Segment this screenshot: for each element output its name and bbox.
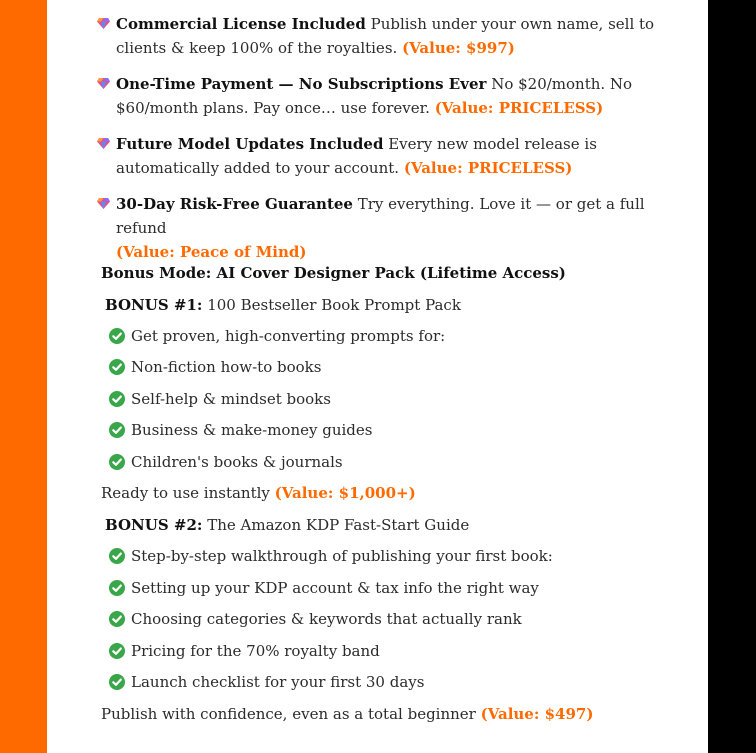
list-item [109,451,343,473]
check-circle-icon [109,674,125,690]
feature-title: Future Model Updates Included [116,135,384,153]
check-circle-icon [109,611,125,627]
bonus1-title [105,294,461,316]
feature-title: Commercial License Included [116,15,366,33]
bonus2-footer-text: Publish with confidence, even as a total beginner [101,705,476,723]
list-item-text: Children's books & journals [131,453,343,471]
check-circle-icon [109,391,125,407]
list-item-text: Self-help & mindset books [131,390,331,408]
check-circle-icon [109,328,125,344]
bonus2-footer [101,703,593,725]
bonus1-value: (Value: $1,000+) [274,484,416,502]
list-item-text: Launch checklist for your first 30 days [131,673,425,691]
feature-commercial-license [97,12,672,60]
bonus2-value: (Value: $497) [480,705,594,723]
feature-model-updates [97,132,672,180]
gem-icon [97,198,110,209]
bonus1-footer-text: Ready to use instantly [101,484,270,502]
list-item [109,325,445,347]
bonus2-name: The Amazon KDP Fast-Start Guide [207,516,470,534]
feature-desc: No $20/month. No $60/month plans. Pay once… use forever. [116,75,633,117]
list-item [109,671,424,693]
check-circle-icon [109,580,125,596]
list-item [109,577,539,599]
check-circle-icon [109,422,125,438]
list-item-text: Business & make-money guides [131,421,373,439]
check-circle-icon [109,548,125,564]
feature-title: One-Time Payment — No Subscriptions Ever [116,75,487,93]
feature-value: (Value: $997) [402,39,515,57]
list-item-text: Step-by-step walkthrough of publishing your first book: [131,547,553,565]
list-item-text: Choosing categories & keywords that actually rank [131,610,522,628]
feature-desc: Every new model release is automatically added to your account. [116,135,597,177]
feature-title: 30-Day Risk-Free Guarantee [116,195,353,213]
bonus1-footer [101,482,416,504]
bonus1-label: BONUS #1: [105,296,203,314]
bonus-mode-heading: Bonus Mode: AI Cover Designer Pack (Lifetime Access) [101,264,566,282]
bonus2-label: BONUS #2: [105,516,203,534]
list-item-text: Pricing for the 70% royalty band [131,642,380,660]
list-item [109,640,380,662]
gem-icon [97,78,110,89]
check-circle-icon [109,359,125,375]
list-item-text: Get proven, high-converting prompts for: [131,327,446,345]
feature-value: (Value: PRICELESS) [403,159,573,177]
check-circle-icon [109,643,125,659]
gem-icon [97,18,110,29]
bonus2-title [105,514,469,536]
feature-one-time-payment [97,72,672,120]
feature-desc: Publish under your own name, sell to clients & keep 100% of the royalties. [116,15,655,57]
list-item-text: Setting up your KDP account & tax info the right way [131,579,539,597]
list-item [109,356,321,378]
feature-guarantee [97,192,672,264]
bonus1-name: 100 Bestseller Book Prompt Pack [207,296,461,314]
feature-desc: Try everything. Love it — or get a full refund [116,195,645,237]
gem-icon [97,138,110,149]
feature-value: (Value: Peace of Mind) [116,243,307,261]
check-circle-icon [109,454,125,470]
list-item [109,545,553,567]
feature-value: (Value: PRICELESS) [434,99,604,117]
list-item [109,608,522,630]
list-item [109,419,372,441]
list-item-text: Non-fiction how-to books [131,358,322,376]
list-item [109,388,331,410]
